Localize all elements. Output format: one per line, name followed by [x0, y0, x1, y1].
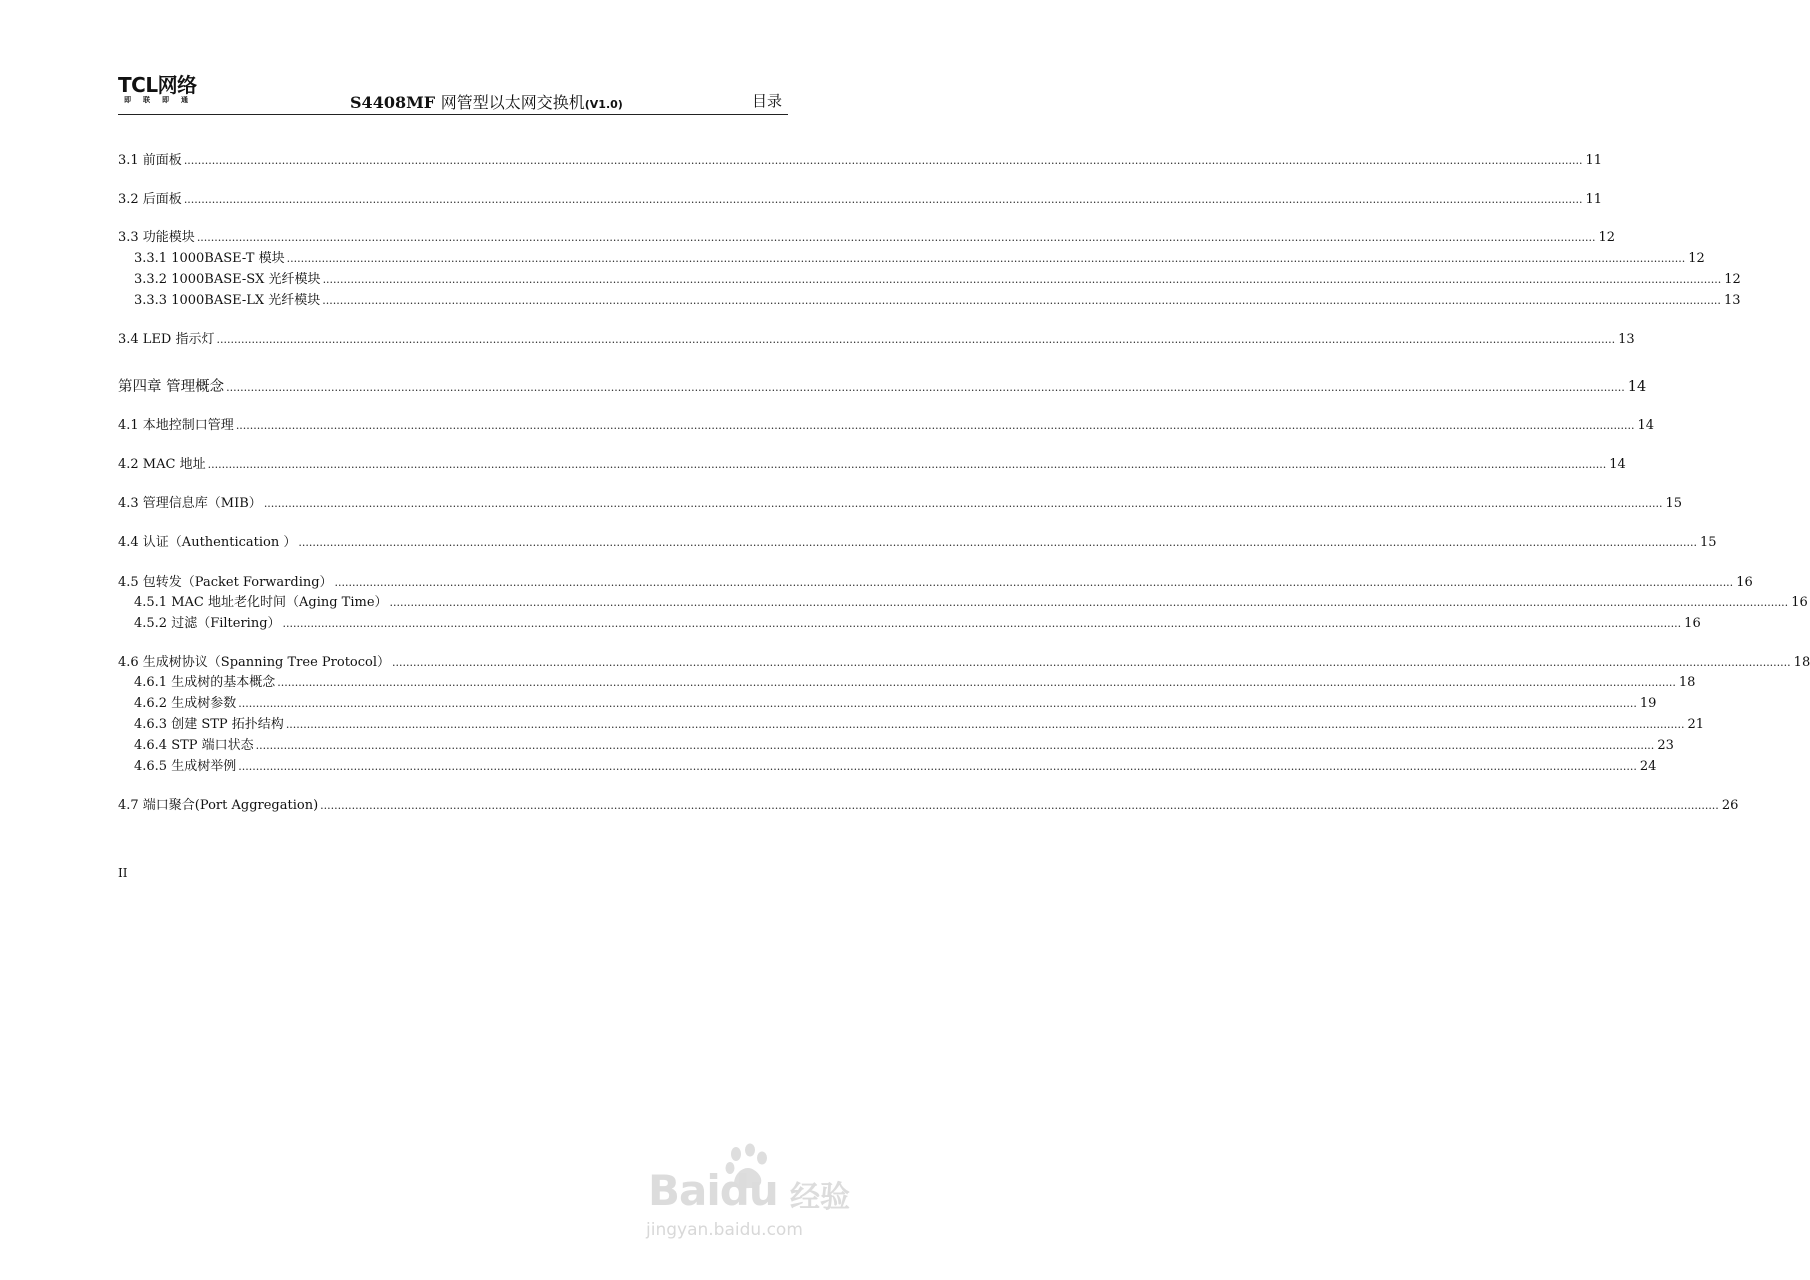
toc-label: 4.6.5 生成树举例: [134, 759, 237, 774]
toc-label: 3.1 前面板: [118, 153, 182, 168]
toc-page: 24: [1639, 759, 1657, 774]
toc-page: 14: [1637, 418, 1654, 433]
toc-label: 4.6 生成树协议（Spanning Tree Protocol）: [118, 655, 391, 670]
toc-leader: ................................................................................................................................................................................................................................................................................................................................................................................................................: [334, 576, 1734, 589]
toc-entry[interactable]: [118, 796, 1739, 816]
watermark-brand: Baidu: [648, 1166, 778, 1215]
toc-entry[interactable]: [118, 533, 1717, 553]
toc-label: 4.1 本地控制口管理: [118, 418, 234, 433]
toc-entry[interactable]: [118, 455, 1626, 475]
toc-entry[interactable]: [118, 573, 1753, 593]
toc-leader: ................................................................................................................................................................................................................................................................................................................................................................................................................: [322, 273, 1722, 286]
title-version: (V1.0): [584, 98, 623, 111]
toc-leader: ................................................................................................................................................................................................................................................................................................................................................................................................................: [196, 231, 1596, 244]
toc-label: 4.7 端口聚合(Port Aggregation): [118, 798, 319, 813]
toc-entry[interactable]: [118, 330, 1635, 350]
toc-leader: ................................................................................................................................................................................................................................................................................................................................................................................................................: [389, 596, 1789, 609]
toc-leader: ................................................................................................................................................................................................................................................................................................................................................................................................................: [207, 458, 1607, 471]
logo-main-text: TCL网络: [118, 73, 197, 97]
toc-entry[interactable]: [134, 291, 1741, 311]
toc-entry[interactable]: [118, 151, 1602, 171]
toc-page: 11: [1585, 192, 1602, 207]
toc-page: 16: [1684, 616, 1701, 631]
toc-leader: ................................................................................................................................................................................................................................................................................................................................................................................................................: [277, 676, 1676, 689]
toc-entry[interactable]: [118, 653, 1810, 673]
section-name: 目录: [751, 92, 782, 110]
toc-leader: ................................................................................................................................................................................................................................................................................................................................................................................................................: [282, 617, 1682, 630]
toc-leader: ................................................................................................................................................................................................................................................................................................................................................................................................................: [238, 760, 1637, 773]
toc-leader: ................................................................................................................................................................................................................................................................................................................................................................................................................: [286, 252, 1686, 265]
toc-page: 14: [1609, 457, 1626, 472]
toc-label: 4.3 管理信息库（MIB）: [118, 496, 262, 511]
toc-page: 13: [1618, 332, 1635, 347]
toc-leader: ................................................................................................................................................................................................................................................................................................................................................................................................................: [183, 193, 1583, 206]
toc-label: 4.5.1 MAC 地址老化时间（Aging Time）: [134, 595, 388, 610]
toc-page: 14: [1627, 379, 1647, 395]
toc-leader: ................................................................................................................................................................................................................................................................................................................................................................................................................: [235, 419, 1635, 432]
toc-label: 第四章 管理概念: [118, 379, 225, 395]
logo-slogan: 即联即通: [124, 96, 200, 104]
toc-leader: ................................................................................................................................................................................................................................................................................................................................................................................................................: [298, 536, 1697, 549]
toc-page: 15: [1665, 496, 1682, 511]
toc-entry[interactable]: [134, 673, 1696, 693]
toc-leader: ................................................................................................................................................................................................................................................................................................................................................................................................................: [183, 154, 1583, 167]
toc-entry[interactable]: [118, 494, 1682, 514]
toc-entry[interactable]: [118, 190, 1602, 210]
toc-page: 12: [1598, 230, 1615, 245]
toc-leader: ................................................................................................................................................................................................................................................................................................................................................................................................................: [238, 697, 1637, 710]
watermark-product: 经验: [790, 1180, 850, 1215]
toc-page: 26: [1721, 798, 1739, 813]
title-model: S4408MF: [350, 93, 436, 112]
page-number: II: [118, 866, 128, 880]
toc-page: 12: [1688, 251, 1705, 266]
toc-label: 4.6.2 生成树参数: [134, 696, 237, 711]
toc-label: 4.6.1 生成树的基本概念: [134, 675, 276, 690]
toc-label: 3.3 功能模块: [118, 230, 195, 245]
toc-page: 16: [1791, 595, 1808, 610]
toc-page: 12: [1724, 272, 1741, 287]
toc-page: 23: [1657, 738, 1674, 753]
toc-entry[interactable]: [134, 736, 1674, 756]
toc-page: 13: [1723, 293, 1741, 308]
toc-label: 4.5.2 过滤（Filtering）: [134, 616, 281, 631]
toc-entry[interactable]: [134, 694, 1657, 714]
toc-entry-chapter[interactable]: [118, 377, 1647, 397]
toc-label: 4.2 MAC 地址: [118, 457, 206, 472]
toc-page: 16: [1736, 575, 1753, 590]
toc-page: 18: [1678, 675, 1696, 690]
toc-entry[interactable]: [134, 270, 1741, 290]
toc-label: 4.6.4 STP 端口状态: [134, 738, 254, 753]
toc-entry[interactable]: [134, 593, 1808, 613]
toc-leader: ................................................................................................................................................................................................................................................................................................................................................................................................................: [216, 333, 1616, 346]
toc-entry[interactable]: [118, 228, 1615, 248]
title-cn: 网管型以太网交换机: [440, 93, 585, 112]
toc-label: 4.5 包转发（Packet Forwarding）: [118, 575, 333, 590]
toc-entry[interactable]: [134, 249, 1705, 269]
toc-page: 21: [1687, 717, 1704, 732]
toc-leader: ................................................................................................................................................................................................................................................................................................................................................................................................................: [392, 656, 1791, 669]
toc-label: 3.3.3 1000BASE-LX 光纤模块: [134, 293, 321, 308]
toc-label: 3.3.2 1000BASE-SX 光纤模块: [134, 272, 321, 287]
toc-label: 3.3.1 1000BASE-T 模块: [134, 251, 285, 266]
toc-label: 3.4 LED 指示灯: [118, 332, 215, 347]
toc-page: 18: [1793, 655, 1810, 670]
toc-entry[interactable]: [134, 757, 1657, 777]
tcl-logo: [118, 74, 218, 112]
toc-page: 11: [1585, 153, 1602, 168]
toc-leader: ................................................................................................................................................................................................................................................................................................................................................................................................................: [322, 294, 1721, 307]
toc-label: 4.6.3 创建 STP 拓扑结构: [134, 717, 284, 732]
toc-leader: ................................................................................................................................................................................................................................................................................................................................................................................................................: [255, 739, 1655, 752]
toc-leader: ................................................................................................................................................................................................................................................................................................................................................................................................................: [320, 799, 1719, 812]
watermark-url: jingyan.baidu.com: [646, 1220, 803, 1240]
toc-entry[interactable]: [134, 614, 1701, 634]
toc-entry[interactable]: [118, 416, 1654, 436]
toc-entry[interactable]: [134, 715, 1704, 735]
toc-page: 19: [1639, 696, 1657, 711]
document-title: [350, 90, 623, 113]
toc-leader: ................................................................................................................................................................................................................................................................................................................................................................................................................: [285, 718, 1685, 731]
page-header: [118, 72, 788, 115]
toc-label: 4.4 认证（Authentication ）: [118, 535, 297, 550]
toc-leader: ................................................................................................................................................................................................................................................................................................................................................................................................................: [263, 497, 1663, 510]
baidu-jingyan-watermark: [640, 1144, 870, 1248]
toc-leader: ................................................................................................................................................................................................................................................................................................................................................................................................................: [226, 381, 1625, 394]
toc-label: 3.2 后面板: [118, 192, 182, 207]
toc-page: 15: [1700, 535, 1717, 550]
